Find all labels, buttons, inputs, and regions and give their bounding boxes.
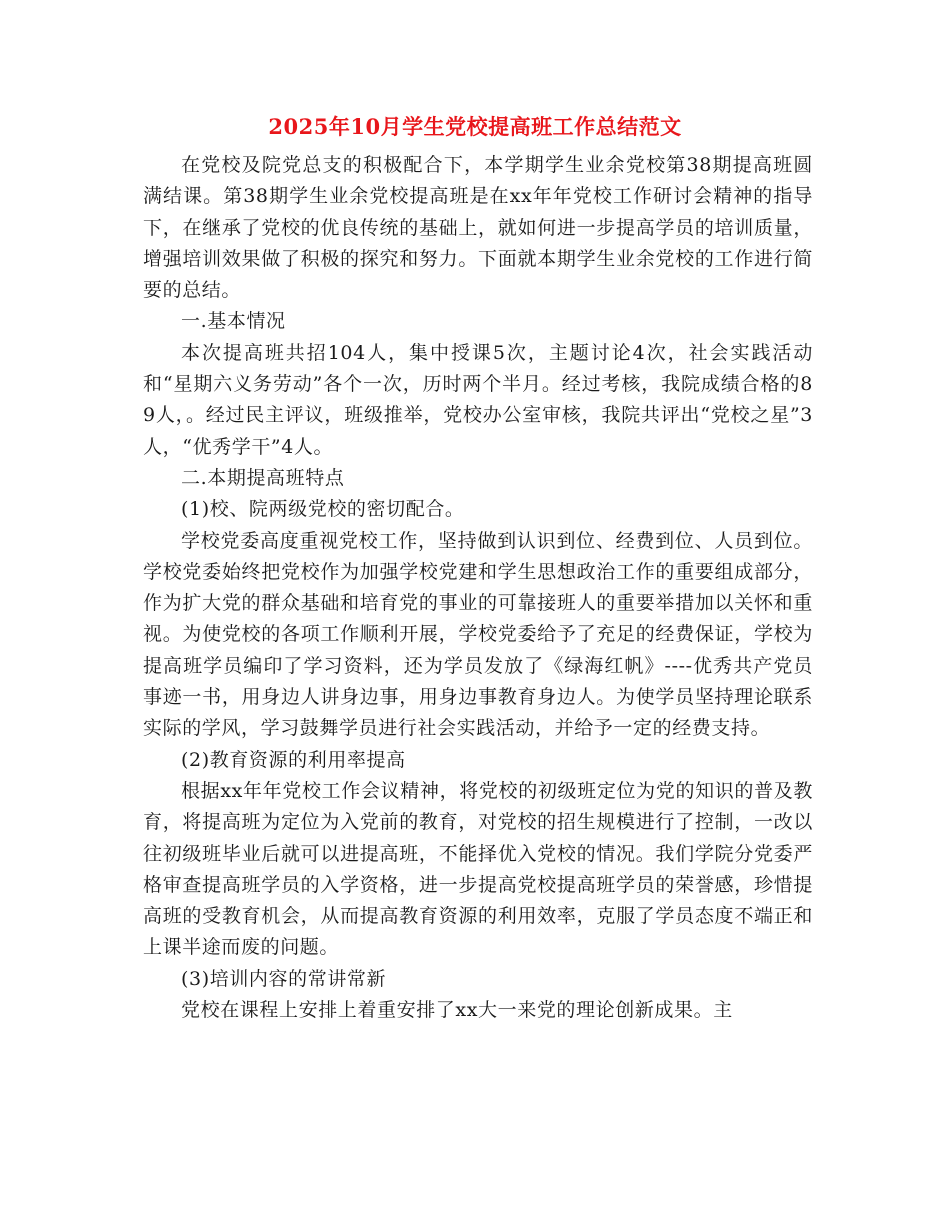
paragraph-resources: 根据xx年年党校工作会议精神，将党校的初级班定位为党的知识的普及教育，将提高班为定位为入党前的教育，对党校的招生规模进行了控制，一改以往初级班毕业后就可以进提高班，不能择优入党校的情况。我们学院分党委严格审查提高班学员的入学资格，进一步提高党校提高班学员的荣誉感，珍惜提高班的受教育机会，从而提高教育资源的利用效率，克服了学员态度不端正和上课半途而废的问题。 bbox=[143, 779, 813, 959]
section-heading-features: 二.本期提高班特点 bbox=[181, 466, 345, 489]
document-body bbox=[143, 150, 813, 1026]
subheading-content: (3)培训内容的常讲常新 bbox=[181, 967, 387, 990]
paragraph-content: 党校在课程上安排上着重安排了xx大一来党的理论创新成果。主 bbox=[181, 999, 733, 1022]
subheading-cooperation: (1)校、院两级党校的密切配合。 bbox=[181, 498, 465, 521]
section-heading-basic-info: 一.基本情况 bbox=[181, 310, 286, 333]
paragraph-intro: 在党校及院党总支的积极配合下，本学期学生业余党校第38期提高班圆满结课。第38期学生业余党校提高班是在xx年年党校工作研讨会精神的指导下，在继承了党校的优良传统的基础上，就如何进一步提高学员的培训质量，增强培训效果做了积极的探究和努力。下面就本期学生业余党校的工作进行简要的总结。 bbox=[143, 154, 813, 302]
subheading-resources: (2)教育资源的利用率提高 bbox=[181, 748, 406, 771]
paragraph-basic-info: 本次提高班共招104人，集中授课5次，主题讨论4次，社会实践活动和“星期六义务劳动”各个一次，历时两个半月。经过考核，我院成绩合格的89人，。经过民主评议，班级推举，党校办公室审核，我院共评出“党校之星”3人，“优秀学干”4人。 bbox=[143, 341, 813, 458]
paragraph-cooperation: 学校党委高度重视党校工作，坚持做到认识到位、经费到位、人员到位。学校党委始终把党校作为加强学校党建和学生思想政治工作的重要组成部分，作为扩大党的群众基础和培育党的事业的可靠接班人的重要举措加以关怀和重视。为使党校的各项工作顺利开展，学校党委给予了充足的经费保证，学校为提高班学员编印了学习资料，还为学员发放了《绿海红帆》----优秀共产党员事迹一书，用身边人讲身边事，用身边事教育身边人。为使学员坚持理论联系实际的学风，学习鼓舞学员进行社会实践活动，并给予一定的经费支持。 bbox=[143, 529, 813, 740]
document-title: 2025年10月学生党校提高班工作总结范文 bbox=[268, 114, 682, 139]
